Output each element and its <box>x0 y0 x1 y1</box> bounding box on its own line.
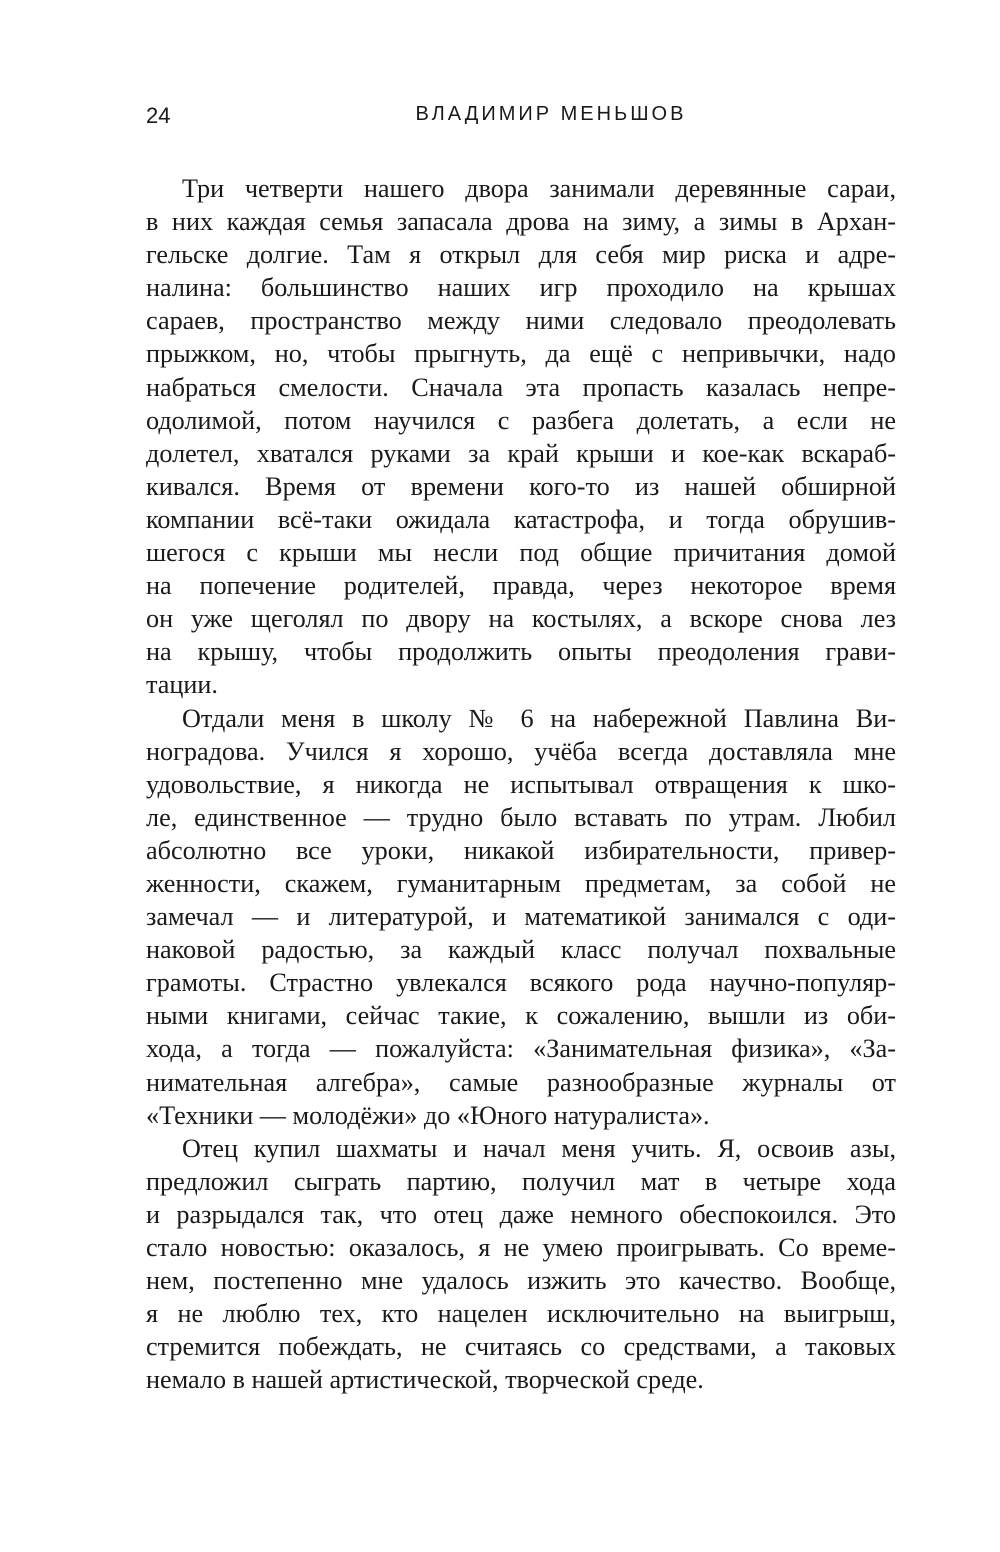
text-line: нем, постепенно мне удалось изжить это качество. Вообще, <box>146 1266 896 1296</box>
body-text <box>146 172 896 1396</box>
page-number: 24 <box>146 103 171 128</box>
text-line: в них каждая семья запасала дрова на зиму, а зимы в Архан- <box>146 207 896 237</box>
text-line: Отдали меня в школу № 6 на набережной Павлина Ви- <box>182 703 896 733</box>
text-line: налина: большинство наших игр проходило на крышах <box>146 273 896 303</box>
text-line: немало в нашей артистической, творческой среде. <box>146 1365 704 1395</box>
text-line: замечал — и литературой, и математикой занимался с оди- <box>146 902 896 932</box>
paragraph <box>146 702 896 1132</box>
running-head-author: ВЛАДИМИР МЕНЬШОВ <box>415 103 687 125</box>
text-line: стало новостью: оказалось, я не умею проигрывать. Со време- <box>146 1233 896 1262</box>
text-line: Три четверти нашего двора занимали деревянные сараи, <box>182 174 896 203</box>
paragraph <box>146 172 896 702</box>
text-line: абсолютно все уроки, никакой избирательности, привер- <box>146 835 896 865</box>
text-line: долетел, хватался руками за край крыши и кое-как вскараб- <box>146 438 896 468</box>
text-line: шегося с крыши мы несли под общие причитания домой <box>146 538 896 568</box>
text-line: наковой радостью, за каждый класс получал похвальные <box>146 935 896 965</box>
paragraph <box>146 1132 896 1397</box>
text-line: предложил сыграть партию, получил мат в четыре хода <box>146 1166 896 1196</box>
text-line: стремится побеждать, не считаясь со средствами, а таковых <box>146 1332 896 1362</box>
text-line: грамоты. Страстно увлекался всякого рода научно-популяр- <box>146 968 896 998</box>
text-line: я не люблю тех, кто нацелен исключительно на выигрыш, <box>146 1299 896 1329</box>
text-line: удовольствие, я никогда не испытывал отвращения к шко- <box>146 769 896 799</box>
running-head <box>146 103 896 137</box>
text-line: гельске долгие. Там я открыл для себя мир риска и адре- <box>146 240 896 270</box>
text-line: на попечение родителей, правда, через некоторое время <box>146 571 896 601</box>
text-line: набраться смелости. Сначала эта пропасть казалась непре- <box>146 372 896 402</box>
text-line: нимательная алгебра», самые разнообразные журналы от <box>146 1067 896 1097</box>
text-line: он уже щеголял по двору на костылях, а вскоре снова лез <box>146 604 896 634</box>
text-line: на крышу, чтобы продолжить опыты преодоления грави- <box>146 637 896 667</box>
text-line: тации. <box>146 670 218 700</box>
text-line: ноградова. Учился я хорошо, учёба всегда доставляла мне <box>146 736 896 766</box>
text-line: прыжком, но, чтобы прыгнуть, да ещё с непривычки, надо <box>146 339 896 369</box>
text-line: одолимой, потом научился с разбега долетать, а если не <box>146 405 896 435</box>
text-line: и разрыдался так, что отец даже немного обеспокоился. Это <box>146 1199 896 1229</box>
text-line: «Техники — молодёжи» до «Юного натуралиста». <box>146 1100 710 1130</box>
text-line: ными книгами, сейчас такие, к сожалению, вышли из оби- <box>146 1001 896 1031</box>
text-line: женности, скажем, гуманитарным предметам, за собой не <box>146 868 896 898</box>
text-line: кивался. Время от времени кого-то из нашей обширной <box>146 471 896 501</box>
text-line: хода, а тогда — пожалуйста: «Занимательная физика», «За- <box>146 1034 896 1064</box>
text-line: ле, единственное — трудно было вставать по утрам. Любил <box>146 802 896 832</box>
text-line: компании всё-таки ожидала катастрофа, и тогда обрушив- <box>146 504 896 534</box>
text-line: сараев, пространство между ними следовало преодолевать <box>146 306 896 336</box>
text-line: Отец купил шахматы и начал меня учить. Я, освоив азы, <box>182 1133 896 1163</box>
